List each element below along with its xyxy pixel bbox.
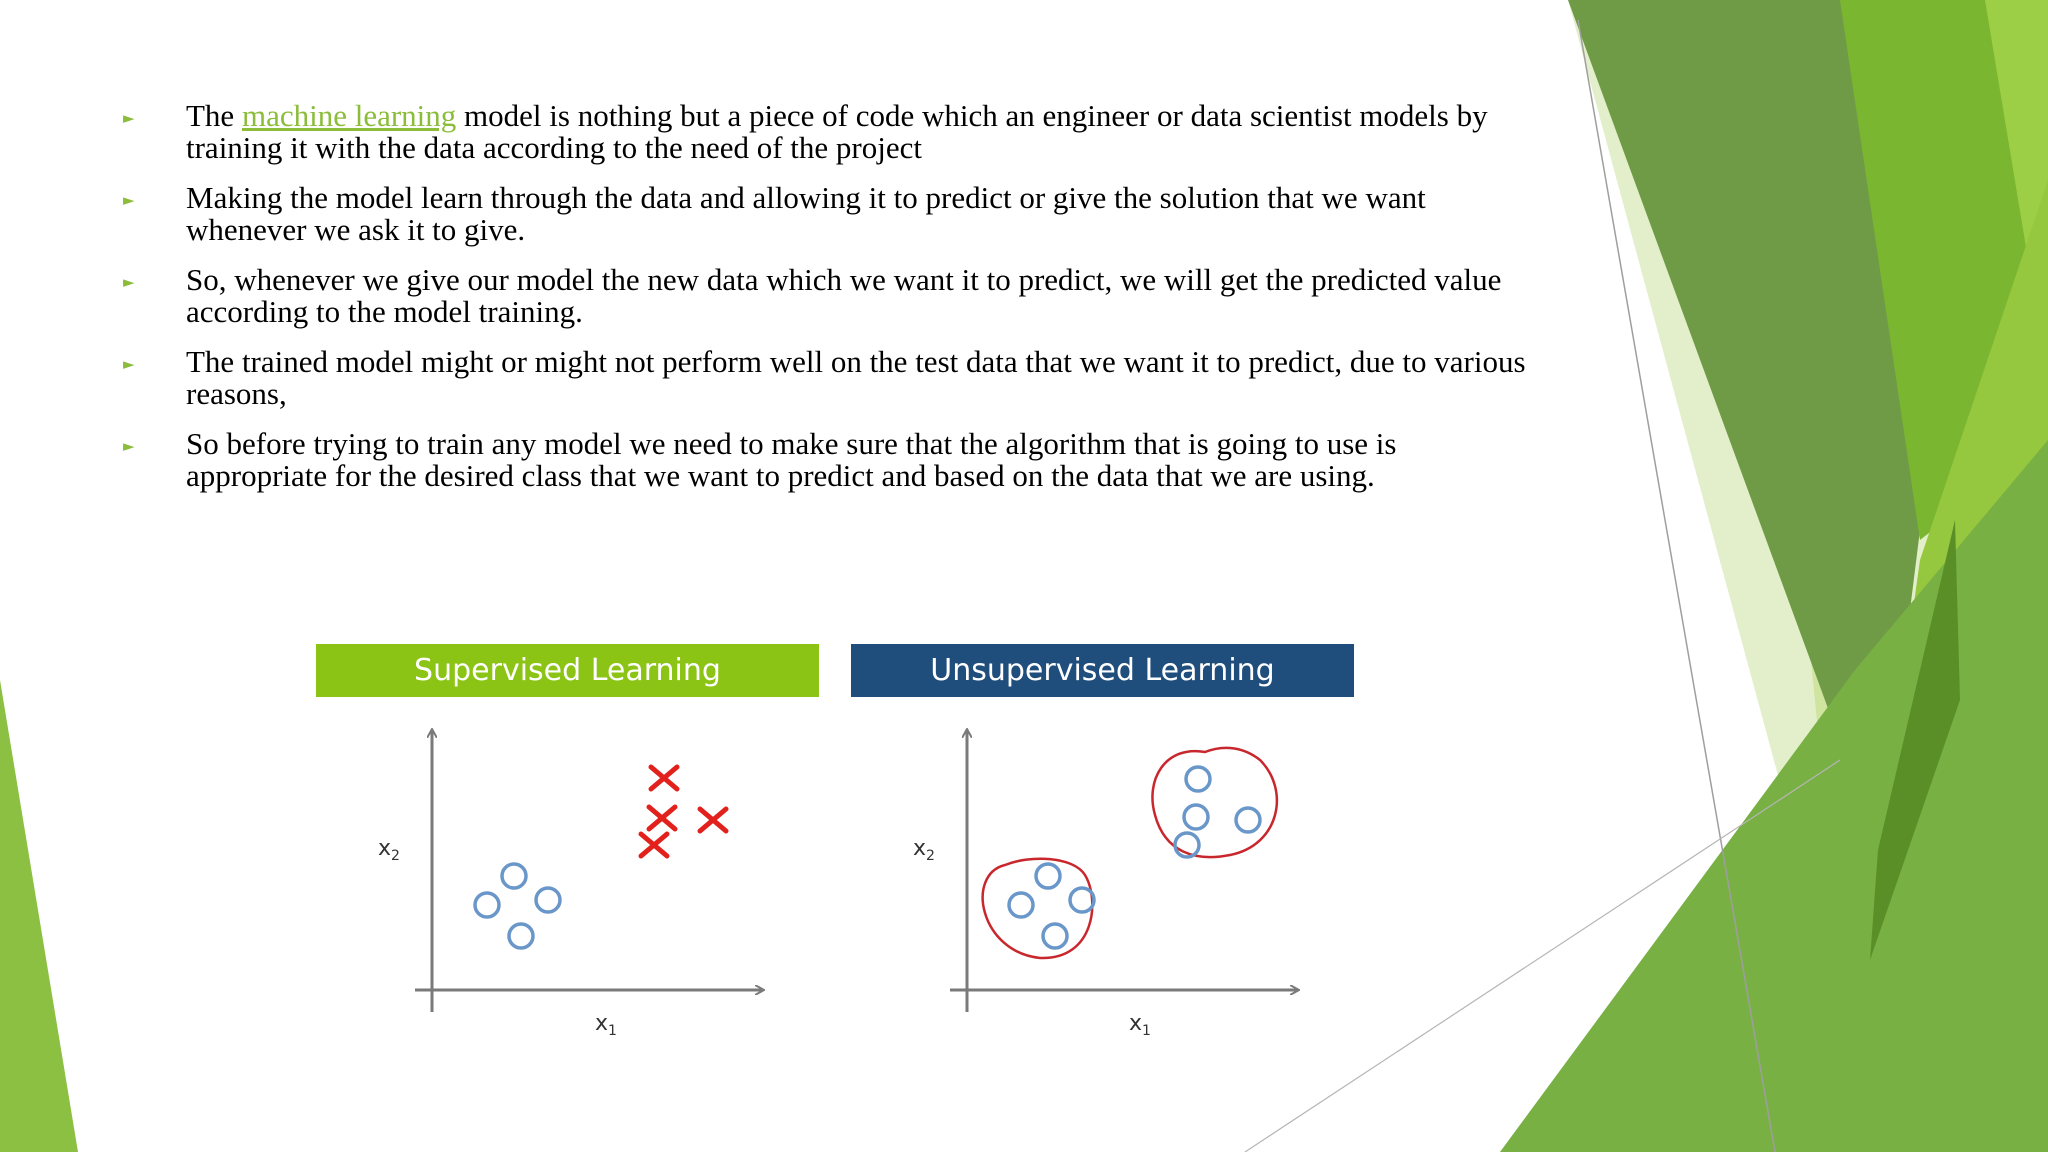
bullet-item: [120, 100, 1540, 164]
bullet-text: model is nothing but a piece of code which an engineer or data scientist models by training it with the data according to the need of the project: [186, 98, 1488, 165]
bullet-arrow-icon: ►: [123, 273, 135, 291]
circle-marker: [475, 893, 499, 917]
bullet-item: [120, 182, 1540, 246]
supervised-cross-markers: [641, 767, 726, 856]
scatter-plots: [305, 630, 1375, 1070]
circle-marker: [1236, 808, 1260, 832]
circle-marker: [509, 924, 533, 948]
circle-marker: [536, 888, 560, 912]
unsupervised-y-label: $x_2$: [913, 836, 935, 864]
bullet-item: [120, 264, 1540, 328]
cross-marker: [641, 834, 667, 856]
machine-learning-link[interactable]: machine learning: [241, 98, 457, 133]
learning-comparison-figure: [305, 630, 1375, 1070]
cross-marker: [651, 767, 677, 789]
bullet-text: Making the model learn through the data and allowing it to predict or give the solution that we want whenever we ask it to give.: [186, 180, 1426, 247]
bullet-arrow-icon: ►: [123, 191, 135, 209]
circle-marker: [1070, 888, 1094, 912]
circle-marker: [1009, 893, 1033, 917]
supervised-plot: [378, 730, 763, 1039]
circle-marker: [1184, 805, 1208, 829]
bullet-text: The: [186, 98, 242, 133]
supervised-circle-markers: [475, 864, 560, 948]
left-green-shard: [0, 680, 78, 1152]
unsupervised-plot: [913, 730, 1298, 1039]
bullet-text: So before trying to train any model we need to make sure that the algorithm that is going to use is appropriate for the desired class that we want to predict and based on the data that we are using.: [186, 426, 1397, 493]
cluster-outline-upper: [1152, 748, 1276, 857]
bullet-arrow-icon: ►: [123, 109, 135, 127]
supervised-learning-header: Supervised Learning: [316, 644, 819, 697]
cross-marker: [700, 809, 726, 831]
circle-marker: [502, 864, 526, 888]
circle-marker: [1036, 864, 1060, 888]
bullet-text: So, whenever we give our model the new data which we want it to predict, we will get the predicted value according to the model training.: [186, 262, 1502, 329]
unsupervised-x-label: $x_1$: [1129, 1011, 1151, 1039]
unsupervised-learning-header: Unsupervised Learning: [851, 644, 1354, 697]
circle-marker: [1186, 767, 1210, 791]
cross-marker: [649, 807, 675, 829]
bullet-text: The trained model might or might not perform well on the test data that we want it to predict, due to various reasons,: [186, 344, 1526, 411]
supervised-x-label: $x_1$: [595, 1011, 617, 1039]
bullet-list: [120, 100, 1540, 510]
bullet-arrow-icon: ►: [123, 437, 135, 455]
supervised-y-label: $x_2$: [378, 836, 400, 864]
bullet-item: [120, 428, 1540, 492]
bullet-item: [120, 346, 1540, 410]
bullet-arrow-icon: ►: [123, 355, 135, 373]
circle-marker: [1043, 924, 1067, 948]
